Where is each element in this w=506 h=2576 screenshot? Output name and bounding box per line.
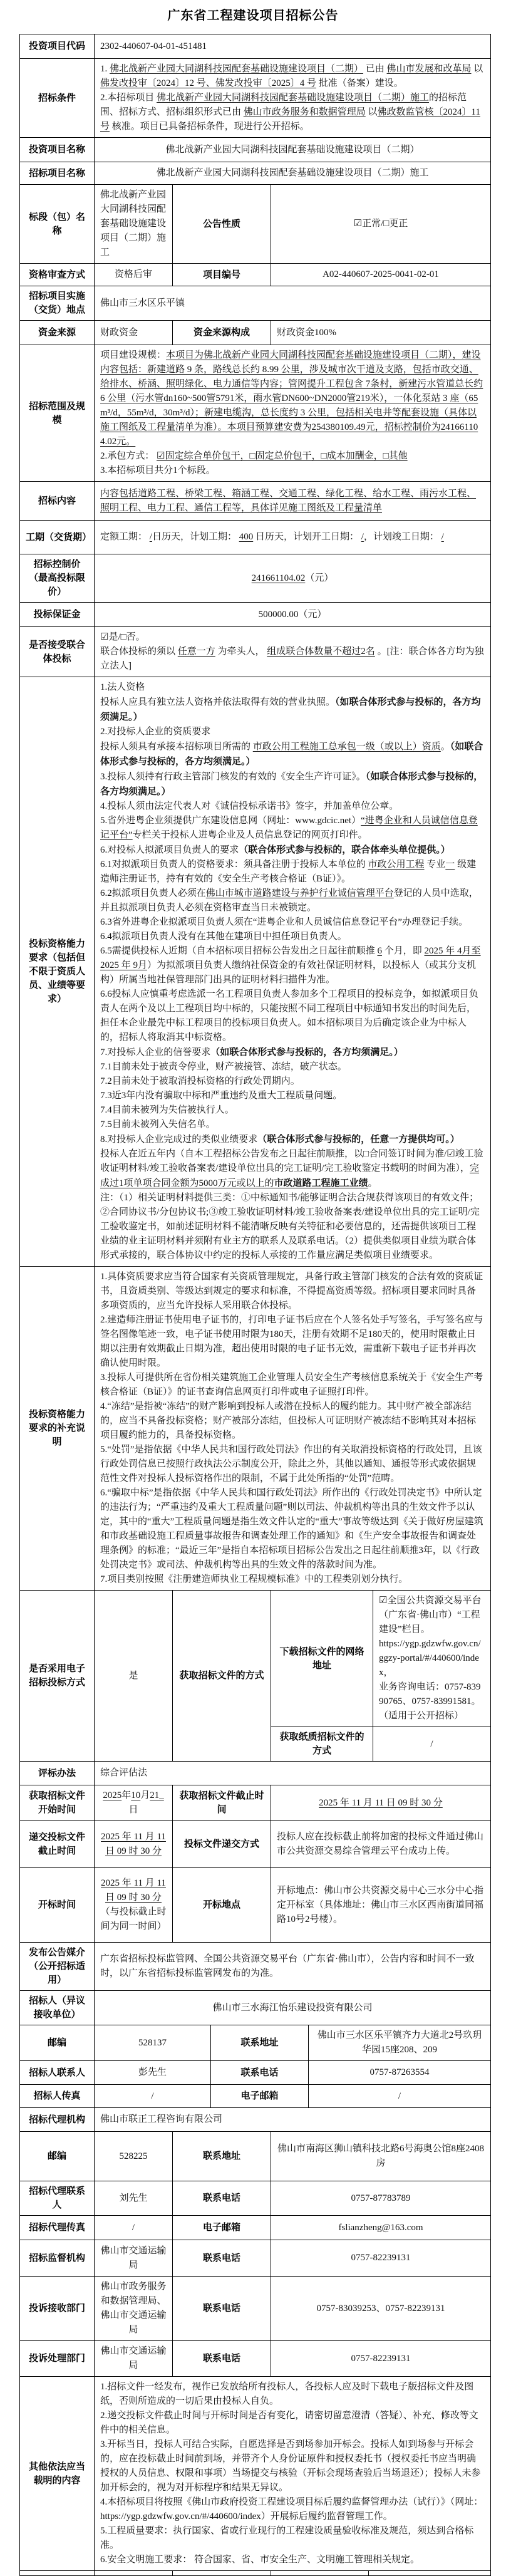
agency-fax-value: /: [94, 2216, 172, 2240]
tender-content-label: 招标内容: [38, 495, 76, 506]
project-number-value: A02-440607-2025-0041-02-01: [271, 264, 490, 286]
project-code-label: 投资项目代码: [28, 41, 85, 51]
tender-conditions-value: 1. 佛北战新产业园大同湖科技园配套基础设施建设项目（二期） 已由 佛山市发展和改革局 以 佛发改投审〔2024〕12 号、佛发改投审〔2025〕4 号 批准（备案）建设。 2.本招标项目 佛北战新产业园大同湖科技园配套基础设施建设项目（二期）施工的招标范围、招标方式、招标组织形式已由 佛山市政务服务和数据管理局 以佛政数监管核〔2024〕11号 核准。项目已具备招标条件，现进行公开招标。: [94, 59, 490, 137]
supervisor-phone-value: 0757-82239131: [271, 2240, 490, 2276]
row-agency-fax: [20, 2215, 490, 2240]
complaint-handling-phone-label: 联系电话: [172, 2341, 271, 2376]
row-delivery-location: [20, 286, 490, 320]
footer-cell: [368, 2571, 490, 2575]
tenderer-email-value: /: [308, 2085, 490, 2107]
submission-method-value: 投标人应在投标截止前将加密的投标文件通过佛山市公共资源交易综合管理云平台成功上传。: [271, 1821, 490, 1867]
investment-project-name-value: 佛北战新产业园大同湖科技园配套基础设施建设项目（二期）: [94, 138, 490, 162]
price-ceiling-value: 241661104.02（元）: [94, 554, 490, 602]
supervisor-phone-label: 联系电话: [172, 2240, 271, 2276]
page-title: 广东省工程建设项目招标公告: [167, 9, 339, 23]
qualification-review-label: 资格审查方式: [28, 269, 85, 280]
tenderer-email-label: 电子邮箱: [210, 2085, 308, 2107]
row-price-ceiling: [20, 554, 490, 602]
row-bid-deposit: [20, 602, 490, 626]
agency-phone-value: 0757-87783789: [271, 2181, 490, 2215]
agency-email-value: fslianzheng@163.com: [271, 2216, 490, 2240]
row-project-code: [20, 34, 490, 58]
notice-nature-value: ☑正常/□更正: [271, 185, 490, 263]
complaint-handling-label: 投诉处理部门: [28, 2353, 85, 2364]
row-tenderer: [20, 1990, 490, 2025]
delivery-location-label: 招标项目实施（交货）地点: [28, 291, 85, 315]
agency-contact-value: 刘先生: [94, 2181, 172, 2215]
qualification-review-value: 资格后审: [94, 264, 172, 286]
tenderer-value: 佛山市三水海江怡乐建设投资有限公司: [94, 1991, 490, 2025]
row-agency-postcode: [20, 2131, 490, 2181]
agency-email-label: 电子邮箱: [172, 2216, 271, 2240]
price-ceiling-label: 招标控制价（最高投标限价）: [28, 559, 85, 597]
agency-address-value: 佛山市南海区狮山镇科技北路6号海奥公馆8座2408房: [271, 2132, 490, 2181]
row-evaluation-method: [20, 1761, 490, 1785]
row-section-name: [20, 184, 490, 263]
complaint-receiving-phone-label: 联系电话: [172, 2277, 271, 2340]
bid-opening-place-label: 开标地点: [172, 1868, 271, 1942]
row-other-contents: [20, 2376, 490, 2570]
bid-deposit-value: 500000.00（元）: [94, 603, 490, 626]
row-tender-project-name: [20, 162, 490, 184]
complaint-receiving-value: 佛山市政务服务和数据管理局、佛山市交通运输局: [94, 2277, 172, 2340]
complaint-handling-phone-value: 0757-82239131: [271, 2341, 490, 2376]
download-url-value: ☑全国公共资源交易平台（广东省·佛山市）“工程建设”栏目。 https://ygp.gdzwfw.gov.cn/ggzy-portal/#/440600/index， 业务咨询电话：0757-83990765、0757-83991581。（适用于公开招标）: [373, 1591, 490, 1727]
agency-label: 招标代理机构: [28, 2114, 85, 2125]
delivery-location-value: 佛山市三水区乐平镇: [94, 286, 490, 320]
obtain-documents-subtable: [271, 1591, 490, 1761]
row-electronic-bidding: [20, 1590, 490, 1761]
fund-composition-value: 财政资金100%: [271, 321, 490, 345]
row-tenderer-fax: [20, 2084, 490, 2107]
duration-label: 工期（交货期）: [26, 531, 92, 543]
footer-cell: [271, 2571, 368, 2575]
row-complaint-receiving: [20, 2276, 490, 2340]
footer-cell: [172, 2571, 271, 2575]
scope-scale-label: 招标范围及规模: [28, 400, 85, 425]
bid-opening-place-value: 开标地点：佛山市公共资源交易中心三水分中心指定开标室（具体地址：佛山市三水区西南街道同福路10号2号楼）。: [271, 1868, 490, 1942]
submission-deadline-label: 递交投标文件截止时间: [28, 1832, 85, 1856]
project-code-value: 2302-440607-04-01-451481: [94, 34, 490, 58]
electronic-bidding-label: 是否采用电子招标投标方式: [28, 1663, 85, 1688]
tender-conditions-label: 招标条件: [38, 92, 76, 103]
row-document-time: [20, 1785, 490, 1820]
tenderer-postcode-value: 528137: [94, 2025, 210, 2060]
bid-opening-time-label: 开标时间: [38, 1899, 76, 1910]
agency-phone-label: 联系电话: [172, 2181, 271, 2215]
other-contents-label: 其他依法应当载明的内容: [28, 2461, 85, 2486]
row-complaint-handling: [20, 2340, 490, 2376]
announcement-media-value: 广东省招标投标监管网、全国公共资源交易平台（广东省·佛山市），公告内容和时间不一致时，以广东省招标投标监管网发布的为准。: [94, 1943, 490, 1990]
agency-fax-label: 招标代理传真: [28, 2222, 85, 2233]
fund-composition-label: 资金来源构成: [172, 321, 271, 345]
tenderer-postcode-label: 邮编: [47, 2037, 66, 2048]
footer-cell: [94, 2571, 172, 2575]
row-investment-project-name: [20, 137, 490, 162]
tenderer-phone-value: 0757-87263554: [308, 2061, 490, 2084]
qualification-requirements-label: 投标资格能力要求（包括但不限于资质人员、业绩等要求）: [28, 938, 85, 1004]
tender-project-name-value: 佛北战新产业园大同湖科技园配套基础设施建设项目（二期）施工: [94, 162, 490, 184]
tenderer-fax-label: 招标人传真: [33, 2090, 81, 2101]
other-contents-value: 1.招标文件一经发布，视作已发放给所有投标人，各投标人应及时下载电子版招标文件及图纸，否则所造成的一切后果由投标人自负。 2.递交投标文件截止时间与开标时间是否有变化，请密切留意澄清（答疑）、补充、修改等文件中的相关信息。 3.开标当日，投标人可结合实际，自愿选择是否到场参加开标会。投标人如到场参与开标会的，应在投标截止时间前到场，并带齐个人身份证原件和授权委托书（授权委托书应当明确授权的人员信息、权限和事项）当场提交与核验（开标会现场查验后当场退还）；投标人未参加开标会的，视为对开标程序和结果无异议。 4.本招标项目将按照《佛山市政府投资工程建设项目标后履约监督管理办法（试行）》（网址：https://ygp.gdzwfw.gov.cn/#/440600/index）开展标后履约监督管理工作。 5.工程质量要求：执行国家、省或行业现行的工程建设质量验收标准及规范，须达到合格标准。 6.安全文明施工要求： 符合国家、省、市安全生产、文明施工管理相关规定。: [94, 2377, 490, 2570]
tender-content-value: 内容包括道路工程、桥梁工程、箱涵工程、交通工程、绿化工程、给水工程、雨污水工程、照明工程、电力工程、通信工程等，具体详见施工图纸及工程量清单: [94, 482, 490, 520]
row-tender-conditions: [20, 58, 490, 137]
agency-contact-label: 招标代理联系人: [28, 2186, 85, 2210]
announcement-table: [19, 34, 491, 2576]
obtain-documents-label: 获取招标文件的方式: [172, 1591, 271, 1761]
document-start-time-label: 获取招标文件开始时间: [28, 1790, 85, 1815]
complaint-receiving-phone-value: 0757-83039253、0757-82239131: [271, 2277, 490, 2340]
tenderer-contact-label: 招标人联系人: [28, 2067, 85, 2078]
fund-source-label: 资金来源: [38, 327, 76, 338]
paper-documents-label: 获取纸质招标文件的方式: [279, 1732, 364, 1756]
document-deadline-value: 2025 年 11 月 11 日 09 时 30 分: [271, 1785, 490, 1820]
agency-postcode-value: 528225: [94, 2132, 172, 2181]
row-submission-deadline: [20, 1820, 490, 1867]
footer-cell: [20, 2571, 94, 2575]
row-supervisor: [20, 2240, 490, 2276]
table-footer-row: [20, 2570, 490, 2575]
electronic-bidding-value: 是: [94, 1591, 172, 1761]
tender-project-name-label: 招标项目名称: [28, 167, 85, 179]
tenderer-address-label: 联系地址: [210, 2025, 308, 2060]
tenderer-contact-value: 彭先生: [94, 2061, 210, 2084]
complaint-handling-value: 佛山市交通运输局: [94, 2341, 172, 2376]
evaluation-method-value: 综合评估法: [94, 1762, 490, 1785]
tenderer-phone-label: 联系电话: [210, 2061, 308, 2084]
section-name-label: 标段（包）名称: [28, 211, 85, 236]
announcement-media-label: 发布公告媒介（公开招标适用）: [28, 1947, 85, 1985]
submission-method-label: 投标文件递交方式: [172, 1821, 271, 1867]
bid-opening-time-value: 2025 年 11 月 11 日 09 时 30 分（与投标截止时间为同一时间）: [94, 1868, 172, 1942]
tenderer-label: 招标人（异议接收单位）: [28, 1995, 85, 2020]
paper-documents-row: [271, 1727, 490, 1761]
scope-scale-value: 项目建设规模：本项目为佛北战新产业园大同湖科技园配套基础设施建设项目（二期），建设内容包括：新建道路 9 条，路线总长约 8.99 公里，涉及城市次干道及支路，包括市政交通、给排水、桥涵、照明绿化、电力通信等内容；管网提升工程包含 7条村，新建污水管道总长约 6 公里（污水管dn160~500管5791米，雨水管DN600~DN2000管219米），一体化泵站 3 座（65m³/d，55m³/d，30m³/d）；新建电缆沟，总长度约 3 公里，包括相关电井等配套设施（具体以施工图纸及工程量清单为准）。本项目预算建安费为254380109.49元，招标控制价为241661104.02元。 2.承包方式： ☑固定综合单价包干，□固定总价包干，□成本加酬金，□其他 3.本招标项目共分1个标段。: [94, 345, 490, 481]
document-deadline-label: 获取招标文件截止时间: [172, 1785, 271, 1820]
qualification-supplement-label: 投标资格能力要求的补充说明: [28, 1409, 85, 1447]
row-agency: [20, 2107, 490, 2131]
fund-source-value: 财政资金: [94, 321, 172, 345]
evaluation-method-label: 评标办法: [38, 1767, 76, 1779]
agency-value: 佛山市联正工程咨询有限公司: [94, 2108, 490, 2131]
download-url-row: [271, 1591, 490, 1727]
tenderer-address-value: 佛山市三水区乐平镇齐力大道北2号玖玥华园15座208、209: [308, 2025, 490, 2060]
consortium-value: ☑是/□否。 联合体投标的须以 任意一方 为牵头人， 组成联合体数量不超过2名 。[注：联合体各方均为独立法人]: [94, 627, 490, 677]
submission-deadline-value: 2025 年 11 月 11 日 09 时 30 分: [94, 1821, 172, 1867]
qualification-requirements-value: 1.法人资格 投标人应具有独立法人资格并依法取得有效的营业执照。（如联合体形式参与投标的，各方均须满足。） 2.对投标人企业的资质要求 投标人须具有承接本招标项目所需的 市政公用工程施工总承包一级（或以上）资质。（如联合体形式参与投标的，各方均须满足。） 3.投标人须持有行政主管部门核发的有效的《安全生产许可证》。（如联合体形式参与投标的，各方均须满足。） 4.投标人须由法定代表人对《诚信投标承诺书》签字，并加盖单位公章。 5.省外进粤企业须提供广东建设信息网（网址：www.gdcic.net）“进粤企业和人员诚信信息登记平台”专栏关于投标人进粤企业及人员信息登记的网页打印件。 6.对投标人拟派项目负责人的要求（联合体形式参与投标的，联合体牵头单位提供。） 6.1对拟派项目负责人的资格要求：须具备注册于投标人本单位的 市政公用工程 专业一 级建造师注册证书，持有有效的《安全生产考核合格证（B证）》。 6.2拟派项目负责人必须在佛山市城市道路建设与养护行业诚信管理平台登记的人员中选取，并且拟派项目负责人必须在资格审查当日未被锁定。 6.3省外进粤企业拟派项目负责人须在“进粤企业和人员诚信信息登记平台”办理登记手续。 6.4拟派项目负责人没有在其他在建项目中担任项目负责人。 6.5需提供投标人近期（自本招标项目招标公告发出之日起往前顺推 6 个月，即 2025 年 4月至 2025 年 9月）为拟派项目负责人缴纳社保资金的有效社保证明材料，以投标人（或其分支机构）所属当地社保管理部门出具的证明材料扫描件为准。 6.6投标人应慎重考虑选派一名工程项目负责人参加多个工程项目的投标竞争，如拟派项目负责人在两个及以上工程项目均中标的，只能按照不同工程项目中标通知书发出的时间先后，担任本企业最先中标工程项目的投标项目负责人。如本招标项目为后确定该企业为中标人的，招标人将取消其中标资格。 7.对投标人企业的信誉要求（如联合体形式参与投标的，各方均须满足。） 7.1目前未处于被责令停业，财产被接管、冻结，破产状态。 7.2目前未处于被取消投标资格的行政处罚期内。 7.3近3年内没有骗取中标和严重违约及重大工程质量问题。 7.4目前未被列为失信被执行人。 7.5目前未被列入失信名单。 8.对投标人企业完成过的类似业绩要求（联合体形式参与投标的，任意一方提供均可。） 投标人在近五年内（自本工程招标公告发布之日起往前顺推，以□合同签订时间为准/☑竣工验收证明材料/竣工验收备案表/建设单位出具的完工证明/完工验收鉴定书载明的时间为准），完成过1项单项合同金额为5000万元或以上的市政道路工程施工业绩。 注：（1）相关证明材料提供三类：①中标通知书/能够证明合法合规获得该项目的有效文件；②合同协议书/分包协议书;③竣工验收证明材料/竣工验收备案表/建设单位出具的完工证明/完工验收鉴定书，如前述证明材料不能清晰反映有关特征和必要信息的，还需提供该项目工程业绩的业主证明材料并须附有业主方的联系人及联系电话。（2）提供类似项目业绩为联合体形式承接的，联合体协议中约定的投标人承接的工作量应满足类似项目业绩要求。: [94, 677, 490, 1266]
row-announcement-media: [20, 1942, 490, 1990]
row-bid-opening: [20, 1867, 490, 1942]
consortium-label: 是否接受联合体投标: [28, 639, 85, 664]
row-tenderer-postcode: [20, 2025, 490, 2060]
complaint-receiving-label: 投诉接收部门: [28, 2303, 85, 2314]
duration-value: 定额工期： /日历天，计划工期： 400 日历天，计划开工日期： /，计划竣工日期： /: [94, 521, 490, 554]
tenderer-fax-value: /: [94, 2085, 210, 2107]
investment-project-name-label: 投资项目名称: [28, 144, 85, 155]
row-duration: [20, 520, 490, 554]
row-qualification-review: [20, 263, 490, 286]
row-qualification-supplement: [20, 1266, 490, 1590]
row-tender-content: [20, 481, 490, 520]
qualification-supplement-value: 1.具体资质要求应当符合国家有关资质管理规定，具备行政主管部门核发的合法有效的资质证书，且资质类别、等级达到规定的要求和标准，不得提高资质等级。招标项目要求同时具备多项资质的，应当允许投标人采用联合体投标。 2.建造师注册证书使用电子证书的，打印电子证书后应在个人签名处手写签名，手写签名应与签名图像笔迹一致，电子证书使用时限为180天，注册有效期不足180天的，使用时限截止日期以注册有效期截止日期为准，超出使用时限的电子证书无效，需重新下载电子证书并再次确认使用时限。 3.投标人可提供所在省份相关建筑施工企业管理人员安全生产考核信息系统关于《安全生产考核合格证（B证）》的证书查询信息网页打印件或电子证照打印件。 4.“冻结”是指被“冻结”的财产影响到投标人或潜在投标人的履约能力。其中财产被全部冻结的，应当不具备投标资格；财产被部分冻结，但投标人可证明财产被冻结不影响其对本招标项目履约能力的，具备投标资格。 5.“处罚”是指依据《中华人民共和国行政处罚法》作出的有关取消投标资格的行政处罚，且该行政处罚信息已按照行政执法公示制度公开，除此之外，其他以通知、通报等形式或依据规范性文件对投标人投标资格作出的限制，不属于此处所指的“处罚”范畴。 6.“骗取中标”是指依据《中华人民共和国行政处罚法》所作出的《行政处罚决定书》中所认定的违法行为；“严重违约及重大工程质量问题”则以司法、仲裁机构等出具的生效文件予以认定，其中的“重大”工程质量问题是指生效文件认定的“重大”事故等级达到《关于做好房屋建筑和市政基础设施工程质量事故报告和调查处理工作的通知》和《生产安全事故报告和调查处理条例》的标准；“最近三年”是指自本招标项目招标公告发出之日起往前顺推3年，以《行政处罚决定书》或司法、仲裁机构等出具的生效文件的落款时间为准。 7.项目类别按照《注册建造师执业工程规模标准》中的工程类别划分执行。: [94, 1267, 490, 1590]
document-start-time-value: 2025年10月21_日: [94, 1785, 172, 1820]
notice-nature-label: 公告性质: [172, 185, 271, 263]
supervisor-value: 佛山市交通运输局: [94, 2240, 172, 2276]
row-fund-source: [20, 320, 490, 345]
bid-deposit-label: 投标保证金: [33, 609, 81, 620]
agency-address-label: 联系地址: [172, 2132, 271, 2181]
row-agency-contact: [20, 2181, 490, 2215]
row-consortium: [20, 626, 490, 677]
supervisor-label: 招标监督机构: [28, 2252, 85, 2263]
section-name-value: 佛北战新产业园大同湖科技园配套基础设施建设项目（二期）施工: [94, 185, 172, 263]
project-number-label: 项目编号: [172, 264, 271, 286]
row-qualification-requirements: [20, 677, 490, 1266]
agency-postcode-label: 邮编: [47, 2151, 66, 2161]
download-url-label: 下载招标文件的网络地址: [279, 1646, 364, 1671]
row-tenderer-contact: [20, 2060, 490, 2084]
row-scope-scale: [20, 345, 490, 481]
paper-documents-value: /: [373, 1727, 490, 1761]
